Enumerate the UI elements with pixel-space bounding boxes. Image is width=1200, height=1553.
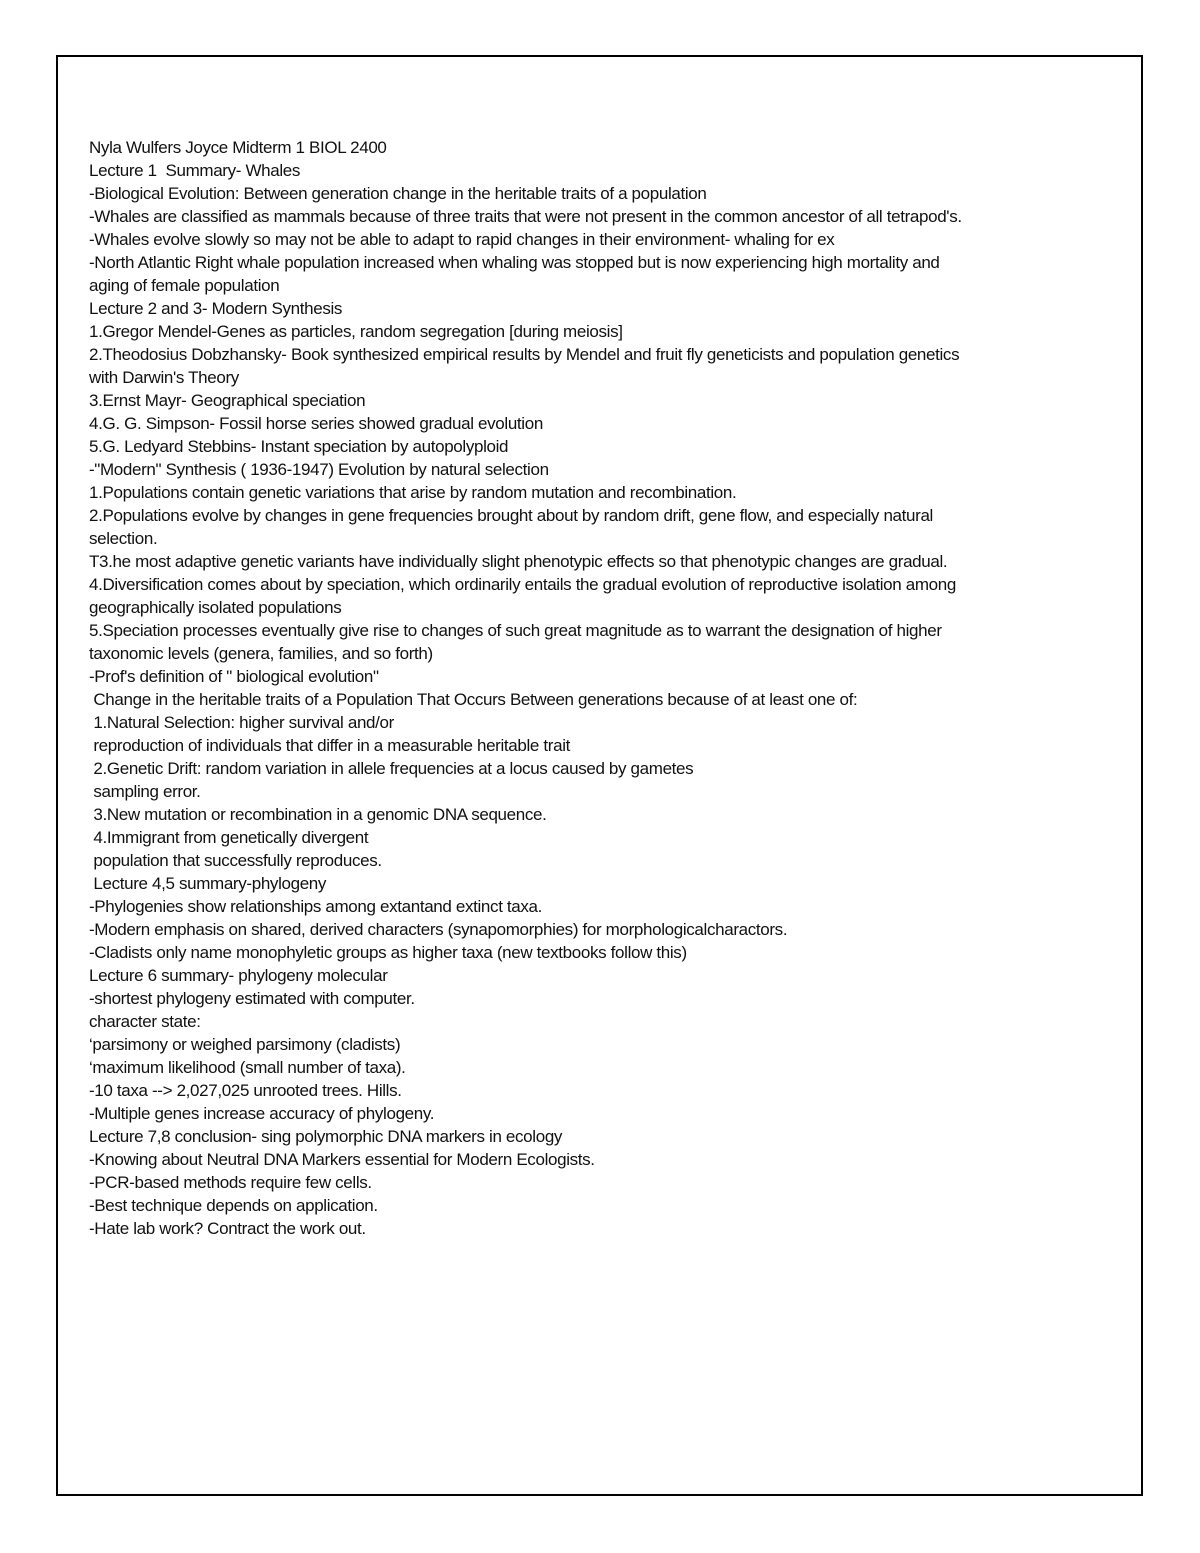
document-title: Nyla Wulfers Joyce Midterm 1 BIOL 2400 (89, 138, 387, 157)
text-line: -Whales are classified as mammals because of three traits that were not present in the common ancestor of all tetrapod's. (89, 207, 962, 226)
text-line: -Prof's definition of " biological evolution" (89, 667, 379, 686)
text-line: aging of female population (89, 276, 280, 295)
text-line: -North Atlantic Right whale population increased when whaling was stopped but is now experiencing high mortality and (89, 253, 940, 272)
text-line: -Knowing about Neutral DNA Markers essential for Modern Ecologists. (89, 1150, 595, 1169)
text-line: -Hate lab work? Contract the work out. (89, 1219, 366, 1238)
text-line: 3.New mutation or recombination in a genomic DNA sequence. (89, 805, 547, 824)
text-line: taxonomic levels (genera, families, and so forth) (89, 644, 433, 663)
text-line: ‘maximum likelihood (small number of taxa). (89, 1058, 406, 1077)
text-line: 5.Speciation processes eventually give rise to changes of such great magnitude as to warrant the designation of higher (89, 621, 942, 640)
text-line: 4.Diversification comes about by speciation, which ordinarily entails the gradual evolution of reproductive isolation among (89, 575, 956, 594)
section-heading: Lecture 1 Summary- Whales (89, 161, 301, 180)
text-line: 1.Gregor Mendel-Genes as particles, random segregation [during meiosis] (89, 322, 623, 341)
text-line: -Cladists only name monophyletic groups as higher taxa (new textbooks follow this) (89, 943, 687, 962)
text-line: 1.Populations contain genetic variations that arise by random mutation and recombination. (89, 483, 737, 502)
text-line: sampling error. (89, 782, 201, 801)
document-body (89, 136, 1119, 1240)
text-line: character state: (89, 1012, 201, 1031)
text-line: -Whales evolve slowly so may not be able to adapt to rapid changes in their environment- whaling for ex (89, 230, 835, 249)
text-line: 2.Genetic Drift: random variation in allele frequencies at a locus caused by gametes (89, 759, 694, 778)
text-line: 2.Theodosius Dobzhansky- Book synthesized empirical results by Mendel and fruit fly geneticists and population genetics (89, 345, 960, 364)
text-line: -Modern emphasis on shared, derived characters (synapomorphies) for morphologicalcharactors. (89, 920, 788, 939)
text-line: 2.Populations evolve by changes in gene frequencies brought about by random drift, gene flow, and especially natural (89, 506, 933, 525)
text-line: 1.Natural Selection: higher survival and/or (89, 713, 394, 732)
text-line: -PCR-based methods require few cells. (89, 1173, 372, 1192)
text-line: T3.he most adaptive genetic variants have individually slight phenotypic effects so that phenotypic changes are gradual. (89, 552, 948, 571)
text-line: reproduction of individuals that differ in a measurable heritable trait (89, 736, 570, 755)
text-line: population that successfully reproduces. (89, 851, 382, 870)
section-heading: Lecture 7,8 conclusion- sing polymorphic DNA markers in ecology (89, 1127, 563, 1146)
text-line: -shortest phylogeny estimated with computer. (89, 989, 415, 1008)
text-line: -Best technique depends on application. (89, 1196, 378, 1215)
text-line: selection. (89, 529, 158, 548)
text-line: -Phylogenies show relationships among extantand extinct taxa. (89, 897, 543, 916)
text-line: -Multiple genes increase accuracy of phylogeny. (89, 1104, 435, 1123)
section-heading: Lecture 4,5 summary-phylogeny (89, 874, 327, 893)
text-line: Change in the heritable traits of a Population That Occurs Between generations because of at least one of: (89, 690, 858, 709)
section-heading: Lecture 6 summary- phylogeny molecular (89, 966, 388, 985)
text-line: -Biological Evolution: Between generation change in the heritable traits of a population (89, 184, 707, 203)
text-line: ‘parsimony or weighed parsimony (cladists) (89, 1035, 401, 1054)
text-line: geographically isolated populations (89, 598, 342, 617)
section-heading: Lecture 2 and 3- Modern Synthesis (89, 299, 343, 318)
text-line: with Darwin's Theory (89, 368, 239, 387)
text-line: -"Modern" Synthesis ( 1936-1947) Evolution by natural selection (89, 460, 549, 479)
text-line: 5.G. Ledyard Stebbins- Instant speciation by autopolyploid (89, 437, 509, 456)
text-line: 3.Ernst Mayr- Geographical speciation (89, 391, 366, 410)
text-line: -10 taxa --> 2,027,025 unrooted trees. Hills. (89, 1081, 402, 1100)
text-line: 4.G. G. Simpson- Fossil horse series showed gradual evolution (89, 414, 543, 433)
text-line: 4.Immigrant from genetically divergent (89, 828, 369, 847)
